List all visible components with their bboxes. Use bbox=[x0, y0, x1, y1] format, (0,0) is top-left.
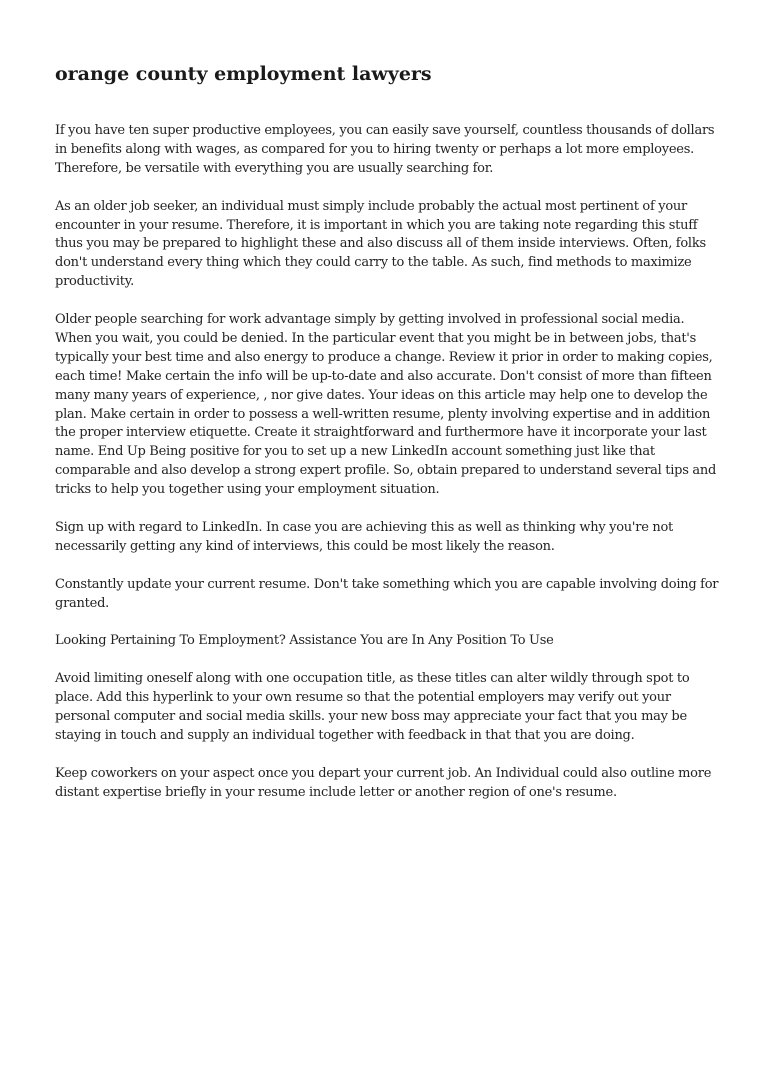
paragraph-1: If you have ten super productive employees, you can easily save yourself, countless thousands of dollars in benefits along with wages, as compared for you to hiring twenty or perhaps a lot more employees. Therefore, be versatile with everything you are usually searching for. bbox=[55, 123, 715, 176]
paragraph-2: As an older job seeker, an individual must simply include probably the actual most pertinent of your encounter in your resume. Therefore, it is important in which you are taking note regarding this stuff thus you may be prepared to highlight these and also discuss all of them inside interviews. Often, folks don't understand every thing which they could carry to the table. As such, find methods to maximize productivity. bbox=[55, 198, 706, 290]
section-heading: Looking Pertaining To Employment? Assistance You are In Any Position To Use bbox=[55, 633, 554, 649]
paragraph-5: Constantly update your current resume. Don't take something which you are capable involving doing for granted. bbox=[55, 576, 719, 611]
paragraph-6: Avoid limiting oneself along with one occupation title, as these titles can alter wildly through spot to place. Add this hyperlink to your own resume so that the potential employers may verify out your personal computer and social media skills. your new boss may appreciate your fact that you may be staying in touch and supply an individual together with feedback in that that you are doing. bbox=[55, 671, 690, 743]
body-text bbox=[55, 122, 720, 803]
page-title: orange county employment lawyers bbox=[55, 63, 432, 85]
document-content bbox=[55, 62, 720, 821]
paragraph-4: Sign up with regard to LinkedIn. In case you are achieving this as well as thinking why you're not necessarily getting any kind of interviews, this could be most likely the reason. bbox=[55, 519, 673, 554]
paragraph-7: Keep coworkers on your aspect once you depart your current job. An Individual could also outline more distant expertise briefly in your resume include letter or another region of one's resume. bbox=[55, 765, 712, 800]
paragraph-3: Older people searching for work advantage simply by getting involved in professional social media. When you wait, you could be denied. In the particular event that you might be in between jobs, that's typically your best time and also energy to produce a change. Review it prior in order to making copies, each time! Make certain the info will be up-to-date and also accurate. Don't consist of more than fifteen many many years of experience, , nor give dates. Your ideas on this article may help one to develop the plan. Make certain in order to possess a well-written resume, plenty involving expertise and in addition the proper interview etiquette. Create it straightforward and furthermore have it incorporate your last name. End Up Being positive for you to set up a new LinkedIn account something just like that comparable and also develop a strong expert profile. So, obtain prepared to understand several tips and tricks to help you together using your employment situation. bbox=[55, 312, 717, 498]
